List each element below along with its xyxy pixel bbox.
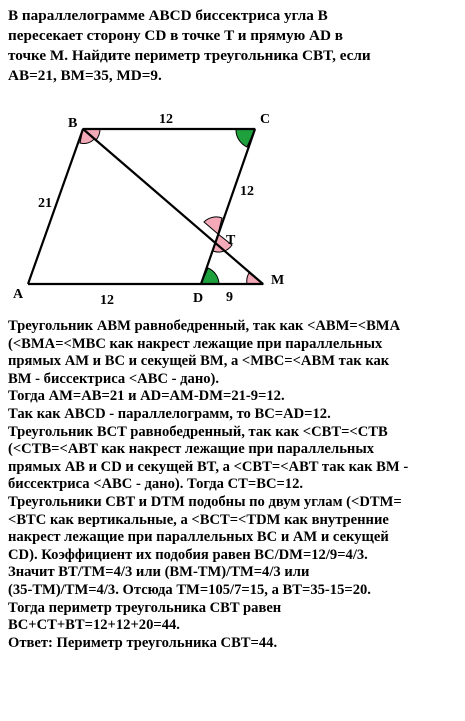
solution-line: <BTC как вертикальные, а <BCT=<TDM как внутренние (8, 511, 389, 528)
segment-bm (83, 129, 263, 284)
parallelogram-figure (0, 100, 465, 315)
solution-line: Значит BT/TM=4/3 или (BM-TM)/TM=4/3 или (8, 564, 310, 581)
solution-line: (<CTB=<ABT как накрест лежащие при параллельных (8, 441, 375, 458)
problem-statement (8, 6, 460, 86)
problem-line: В параллелограмме ABCD биссектриса угла B (8, 7, 328, 24)
segment-cd (201, 129, 255, 284)
solution-line: Треугольник ABM равнобедренный, так как <ABM=<BMA (8, 318, 401, 334)
solution-line: Так как ABCD - параллелограмм, то BC=AD=12. (8, 405, 331, 422)
solution-line: Треугольник BCT равнобедренный, так как <CBT=<CTB (8, 423, 388, 440)
solution-line: прямых AM и BC и секущей BM, а <MBC=<ABM так как (8, 353, 390, 370)
segment-ab (28, 129, 83, 284)
solution-line: прямых AB и CD и секущей BT, а <CBT=<ABT так как BM - (8, 458, 409, 475)
point-label-m: M (271, 273, 285, 288)
point-label-d: D (193, 291, 204, 306)
solution-line: Треугольники CBT и DTM подобны по двум углам (<DTM= (8, 493, 402, 510)
point-label-c: C (260, 112, 271, 127)
point-label-a: A (13, 287, 24, 302)
length-label-bc: 12 (159, 112, 173, 127)
solution-text (8, 318, 462, 652)
length-label-dm: 9 (226, 290, 233, 305)
solution-line: (35-TM)/TM=4/3. Отсюда TM=105/7=15, а BT=35-15=20. (8, 581, 371, 598)
solution-line: BC+CT+BT=12+12+20=44. (8, 617, 180, 634)
length-label-ct: 12 (240, 184, 254, 199)
length-label-ad: 12 (100, 293, 114, 308)
problem-line: AB=21, BM=35, MD=9. (8, 67, 162, 84)
solution-line: биссектриса <ABC - дано). Тогда CT=BC=12. (8, 476, 304, 493)
problem-line: пересекает сторону CD в точке T и прямую AD в (8, 27, 343, 44)
solution-line: Тогда периметр треугольника CBT равен (8, 599, 282, 616)
problem-line: точке M. Найдите периметр треугольника CBT, если (8, 47, 371, 64)
point-label-t: T (226, 233, 236, 248)
solution-line: Тогда AM=AB=21 и AD=AM-DM=21-9=12. (8, 388, 285, 405)
point-label-b: B (68, 116, 78, 131)
solution-line: CD). Коэффициент их подобия равен BC/DM=12/9=4/3. (8, 546, 368, 563)
solution-line: накрест лежащие при параллельных BC и AM и секущей (8, 529, 389, 546)
answer-line: Ответ: Периметр треугольника CBT=44. (8, 634, 278, 651)
solution-line: BM - биссектриса <ABC - дано). (8, 370, 220, 387)
length-label-ab: 21 (38, 196, 52, 211)
solution-line: (<BMA=<MBC как накрест лежащие при параллельных (8, 335, 383, 352)
